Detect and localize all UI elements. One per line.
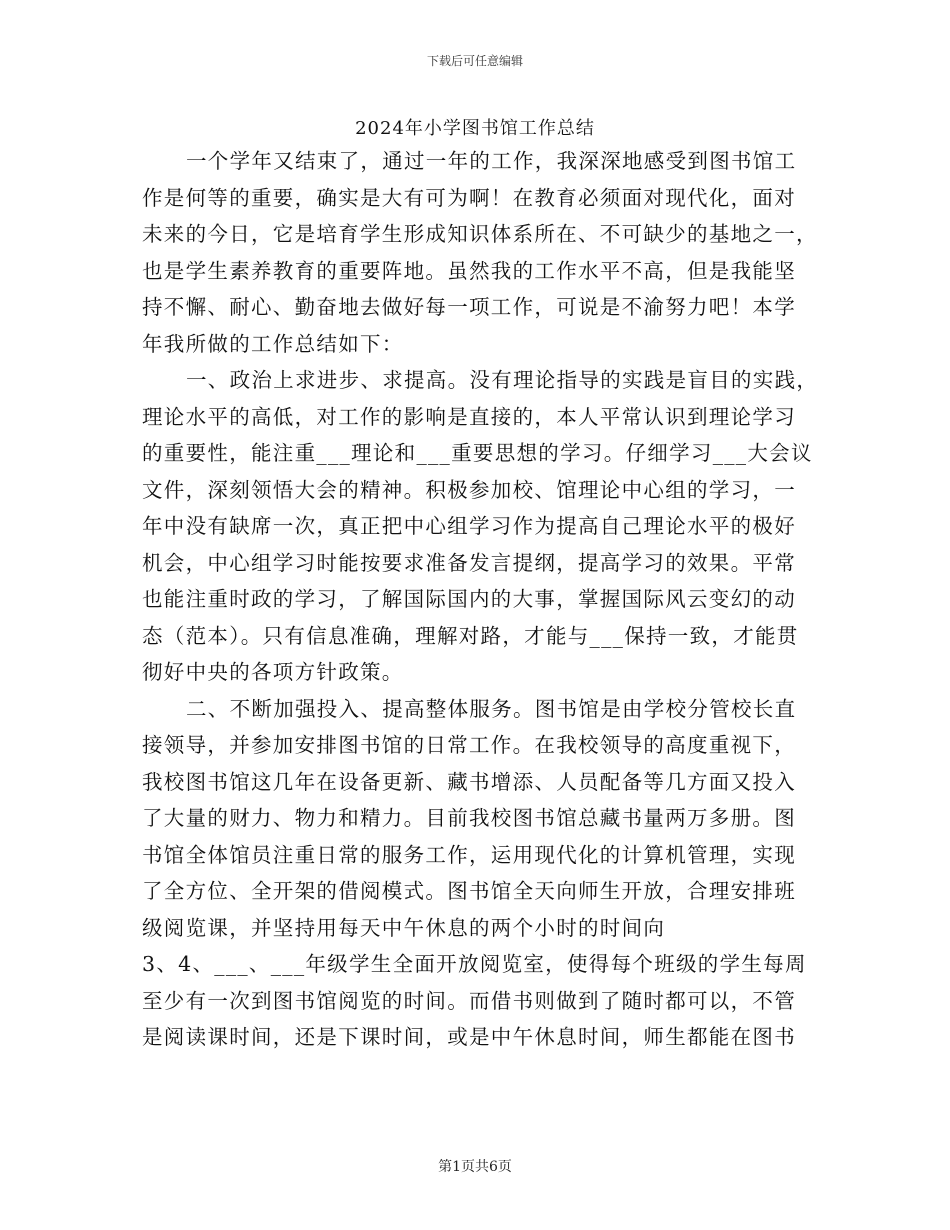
- page-footer: 第1页共6页: [438, 1159, 512, 1175]
- header-note: 下载后可任意编辑: [426, 54, 523, 68]
- body-line: 是阅读课时间，还是下课时间，或是中午休息时间，师生都能在图书: [142, 1025, 796, 1049]
- body-line: 接领导，并参加安排图书馆的日常工作。在我校领导的高度重视下，: [142, 733, 796, 757]
- body-line: 机会，中心组学习时能按要求准备发言提纲，提高学习的效果。平常: [142, 550, 796, 575]
- body-line: 也能注重时政的学习，了解国际国内的大事，掌握国际风云变幻的动: [142, 587, 796, 611]
- body-line: 的重要性，能注重___理论和___重要思想的学习。仔细学习___大会议: [142, 441, 813, 465]
- body-line: 二、不断加强投入、提高整体服务。图书馆是由学校分管校长直: [186, 696, 797, 721]
- body-line: 书馆全体馆员注重日常的服务工作，运用现代化的计算机管理，实现: [142, 842, 796, 867]
- body-line: 年中没有缺席一次，真正把中心组学习作为提高自己理论水平的极好: [142, 514, 796, 538]
- body-line: 3、4、___、___年级学生全面开放阅览室，使得每个班级的学生每周: [142, 952, 807, 976]
- body-line: 了全方位、全开架的借阅模式。图书馆全天向师生开放，合理安排班: [142, 879, 796, 903]
- body-line: 态（范本）。只有信息准确，理解对路，才能与___保持一致，才能贯: [142, 623, 799, 648]
- body-line: 一个学年又结束了，通过一年的工作，我深深地感受到图书馆工: [186, 149, 797, 173]
- document-body: [142, 143, 822, 1056]
- body-line: 理论水平的高低，对工作的影响是直接的，本人平常认识到理论学习: [142, 404, 796, 429]
- body-line: 级阅览课，并坚持用每天中午休息的两个小时的时间向: [142, 915, 666, 940]
- body-line: 也是学生素养教育的重要阵地。虽然我的工作水平不高，但是我能坚: [142, 258, 796, 283]
- body-line: 我校图书馆这几年在设备更新、藏书增添、人员配备等几方面又投入: [142, 769, 796, 794]
- body-line: 文件，深刻领悟大会的精神。积极参加校、馆理论中心组的学习，一: [142, 477, 796, 502]
- body-line: 持不懈、耐心、勤奋地去做好每一项工作，可说是不渝努力吧！本学: [142, 295, 796, 319]
- body-line: 至少有一次到图书馆阅览的时间。而借书则做到了随时都可以，不管: [142, 988, 796, 1013]
- body-line: 彻好中央的各项方针政策。: [142, 660, 404, 684]
- body-line: 了大量的财力、物力和精力。目前我校图书馆总藏书量两万多册。图: [142, 806, 796, 830]
- body-line: 年我所做的工作总结如下：: [142, 331, 404, 356]
- body-line: 一、政治上求进步、求提高。没有理论指导的实践是盲目的实践，: [186, 368, 819, 392]
- body-line: 未来的今日，它是培育学生形成知识体系所在、不可缺少的基地之一，: [142, 222, 818, 246]
- body-line: 作是何等的重要，确实是大有可为啊！在教育必须面对现代化，面对: [142, 185, 796, 210]
- document-title: 2024年小学图书馆工作总结: [355, 118, 595, 139]
